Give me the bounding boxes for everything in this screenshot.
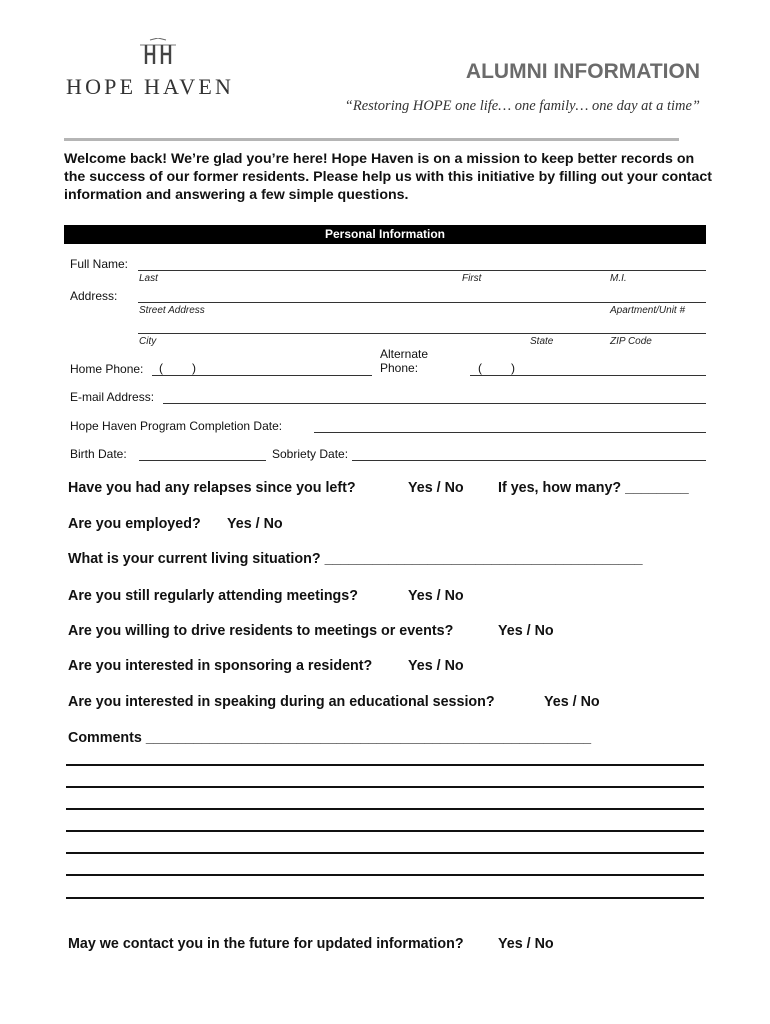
- tagline: “Restoring HOPE one life… one family… one day at a time”: [344, 98, 700, 114]
- comment-line[interactable]: [66, 874, 704, 876]
- birth-date-field[interactable]: [139, 460, 266, 461]
- birth-date-label: Birth Date:: [70, 447, 127, 461]
- comment-line[interactable]: [66, 764, 704, 766]
- street-address-field[interactable]: [138, 302, 706, 303]
- street-caption: Street Address: [139, 305, 205, 316]
- address-label: Address:: [70, 289, 118, 303]
- state-caption: State: [530, 336, 554, 347]
- email-field[interactable]: [163, 403, 706, 404]
- house-logo-icon: [138, 38, 178, 66]
- alternate-phone-label-line2: Phone:: [380, 361, 419, 375]
- sobriety-date-label: Sobriety Date:: [272, 447, 349, 461]
- logo-wordmark: HOPE HAVEN: [66, 74, 235, 99]
- alt-phone-paren-close: ): [511, 361, 515, 375]
- speaking-question: Are you interested in speaking during an educational session?: [68, 694, 495, 710]
- comment-line[interactable]: [66, 808, 704, 810]
- drive-answer[interactable]: Yes / No: [498, 623, 554, 639]
- city-state-zip-field[interactable]: [138, 333, 706, 334]
- comment-line[interactable]: [66, 830, 704, 832]
- employed-answer[interactable]: Yes / No: [227, 516, 283, 532]
- contact-answer[interactable]: Yes / No: [498, 936, 554, 952]
- header-divider: [64, 138, 679, 141]
- completion-date-label: Hope Haven Program Completion Date:: [70, 419, 283, 433]
- home-phone-paren-open: (: [159, 361, 163, 375]
- section-header-personal: Personal Information: [64, 225, 706, 244]
- alternate-phone-field[interactable]: [470, 375, 706, 376]
- sponsor-answer[interactable]: Yes / No: [408, 658, 464, 674]
- meetings-answer[interactable]: Yes / No: [408, 588, 464, 604]
- first-name-caption: First: [462, 273, 482, 284]
- alt-phone-paren-open: (: [478, 361, 482, 375]
- intro-paragraph: Welcome back! We’re glad you’re here! Hope Haven is on a mission to keep better records on the success of our former residents. Please help us with this initiative by filling out your contact information and answering a few simple questions.: [64, 151, 713, 203]
- relapse-question: Have you had any relapses since you left?: [68, 480, 356, 496]
- relapse-count-field[interactable]: If yes, how many? ________: [498, 480, 689, 496]
- home-phone-field[interactable]: [152, 375, 372, 376]
- completion-date-field[interactable]: [314, 432, 706, 433]
- alternate-phone-label-line1: Alternate: [380, 347, 429, 361]
- meetings-question: Are you still regularly attending meetings?: [68, 588, 358, 604]
- home-phone-label: Home Phone:: [70, 362, 144, 376]
- middle-initial-caption: M.I.: [610, 273, 627, 284]
- city-caption: City: [139, 336, 157, 347]
- contact-question: May we contact you in the future for updated information?: [68, 936, 464, 952]
- sponsor-question: Are you interested in sponsoring a resident?: [68, 658, 373, 674]
- last-name-caption: Last: [139, 273, 158, 284]
- home-phone-paren-close: ): [192, 361, 196, 375]
- comment-line[interactable]: [66, 852, 704, 854]
- speaking-answer[interactable]: Yes / No: [544, 694, 600, 710]
- sobriety-date-field[interactable]: [352, 460, 706, 461]
- drive-question: Are you willing to drive residents to meetings or events?: [68, 623, 454, 639]
- comment-line[interactable]: [66, 786, 704, 788]
- relapse-answer[interactable]: Yes / No: [408, 480, 464, 496]
- full-name-field[interactable]: [138, 270, 706, 271]
- living-situation-field[interactable]: What is your current living situation? ________________________________________: [68, 551, 643, 567]
- employed-question: Are you employed?: [68, 516, 201, 532]
- comments-field[interactable]: Comments ________________________________________________________: [68, 730, 592, 746]
- zip-caption: ZIP Code: [610, 336, 652, 347]
- apartment-caption: Apartment/Unit #: [610, 305, 686, 316]
- email-label: E-mail Address:: [70, 390, 155, 404]
- comment-line[interactable]: [66, 897, 704, 899]
- full-name-label: Full Name:: [70, 257, 129, 271]
- page-title: ALUMNI INFORMATION: [465, 60, 700, 83]
